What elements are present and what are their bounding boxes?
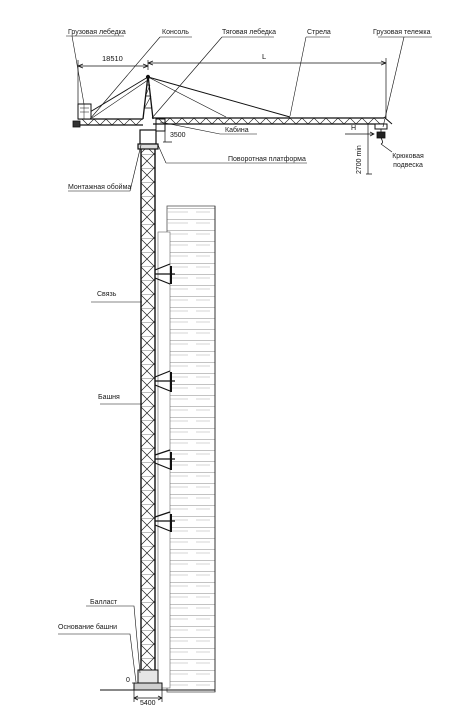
- label-hook-block-line1: Крюковая: [392, 153, 424, 160]
- label-cabin: Кабина: [225, 127, 249, 134]
- label-hook-block-line2: подвеска: [393, 162, 423, 169]
- label-slewing-platform: Поворотная платформа: [228, 156, 306, 163]
- label-hoist-winch: Грузовая лебедка: [68, 29, 126, 36]
- label-hook-block: [384, 152, 432, 170]
- label-climbing-frame: Монтажная обойма: [68, 184, 132, 191]
- label-trolley-winch: Тяговая лебедка: [222, 29, 276, 36]
- tower-mast: [141, 146, 155, 683]
- dim-hook-clearance: H: [351, 125, 357, 132]
- tower-head: [143, 75, 153, 119]
- label-trolley: Грузовая тележка: [373, 29, 431, 36]
- dim-ground-level: 0: [126, 677, 130, 684]
- label-ballast: Балласт: [90, 599, 118, 606]
- label-tie: Связь: [97, 291, 117, 298]
- label-tower-base: Основание башни: [58, 624, 117, 631]
- label-jib: Стрела: [307, 29, 331, 36]
- dim-counter-jib: 18510: [102, 54, 123, 63]
- trolley: [375, 124, 387, 144]
- dim-min-hook-distance: 2700 min: [356, 145, 363, 174]
- jib: [148, 77, 392, 124]
- dim-head-height: 3500: [170, 132, 186, 139]
- dim-base-width: 5400: [140, 700, 156, 707]
- dim-jib-length: L: [262, 52, 267, 61]
- counter-jib: [73, 77, 148, 127]
- label-console: Консоль: [162, 29, 189, 36]
- label-tower: Башня: [98, 394, 120, 401]
- building: [158, 206, 215, 692]
